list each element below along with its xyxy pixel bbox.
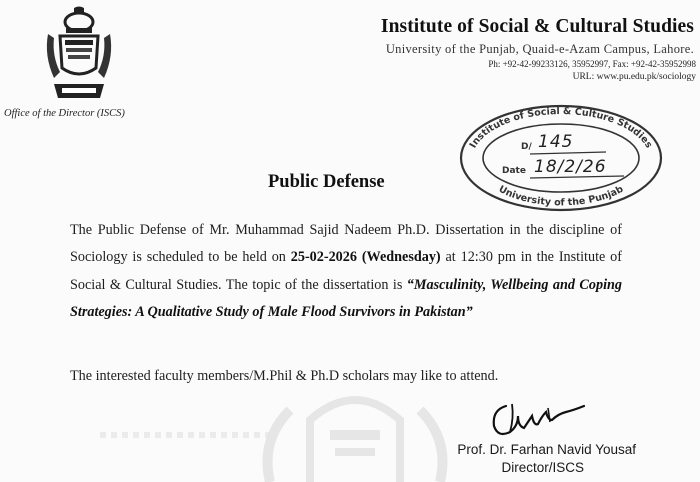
paragraph-intro: The Public Defense of Mr. Muhammad Sajid Nadeem Ph.D. Dissertation in the discipline of Sociology is scheduled to be held on [70,222,622,266]
notice-paragraph [70,217,622,327]
stamp-di-value: 145 [538,132,574,152]
faint-scan-marks [100,432,270,438]
signatory-name: Prof. Dr. Farhan Navid Yousaf [457,442,636,457]
stamp-date-label: Date [502,166,526,176]
notice-heading: Public Defense [268,172,385,192]
attendance-invitation: The interested faculty members/M.Phil & Ph.D scholars may like to attend. [70,368,499,384]
office-label: Office of the Director (ISCS) [4,108,125,119]
paragraph-venue: at 12:30 pm in the Institute of Social & Cultural Studies. The topic of the dissertation is [70,249,623,293]
stamp-ring-top-text: Institute of Social & Culture Studies [467,105,655,151]
institute-title: Institute of Social & Cultural Studies [380,16,694,37]
handwritten-signature [488,398,588,444]
university-line: University of the Punjab, Quaid-e-Azam Campus, Lahore. [385,42,694,56]
stamp-di-label: D/ [521,142,532,152]
defense-date: 25-02-2026 (Wednesday) [290,249,441,266]
stamp-date-value: 18/2/26 [534,157,607,177]
dissertation-topic: “Masculinity, Wellbeing and Coping Strategies: A Qualitative Study of Male Flood Survivors in Pakistan” [70,276,622,321]
university-logo [44,6,114,104]
contact-line: Ph: +92-42-99233126, 35952997, Fax: +92-42-35952998 [488,59,696,69]
watermark-emblem [250,390,460,482]
stamp-ring-bottom-text: University of the Punjab [496,183,626,209]
signatory-title: Director/ISCS [501,460,584,475]
url-line: URL: www.pu.edu.pk/sociology [572,72,696,82]
